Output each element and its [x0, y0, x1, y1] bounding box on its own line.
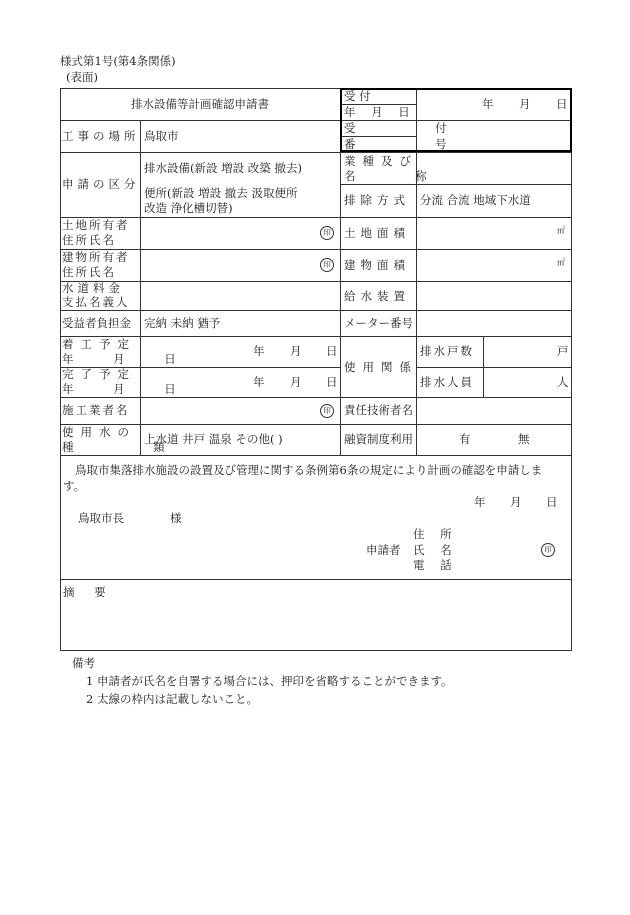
receipt-number-label-bottom: 番 号 [344, 137, 485, 151]
building-owner-label-line1: 建物所有者 [62, 250, 130, 264]
received-label-top: 受 付 [344, 89, 371, 103]
received-day: 日 [556, 97, 568, 111]
category-option-toilet-line1[interactable]: 便所(新設 増設 撤去 汲取便所 [144, 186, 298, 200]
declaration-day: 日 [546, 495, 558, 509]
land-area-label: 土地面積 [344, 226, 410, 240]
building-owner-label-line2: 住所氏名 [62, 265, 116, 279]
start-planned-label-line2: 年 月 日 [62, 352, 194, 366]
addressee: 鳥取市長 [78, 511, 124, 525]
contractor-label: 施工業者名 [62, 403, 130, 417]
applicant-name-label: 氏 名 [413, 543, 458, 557]
received-month: 月 [519, 97, 531, 111]
contractor-seal-icon: 印 [320, 404, 334, 418]
notes-heading: 備考 [72, 656, 95, 670]
end-day: 日 [326, 375, 338, 389]
beneficiary-label: 受益者負担金 [62, 316, 131, 330]
applicant-label: 申請者 [366, 543, 401, 557]
land-owner-label-line1: 土地所有者 [62, 218, 130, 232]
declaration-month: 月 [510, 495, 522, 509]
land-area-unit: ㎡ [557, 226, 565, 235]
start-day: 日 [326, 344, 338, 358]
applicant-phone-label: 電 話 [413, 558, 458, 572]
usage-label: 使用関係 [344, 360, 418, 374]
end-planned-label-line2: 年 月 日 [62, 382, 194, 396]
note-item: 2 太線の枠内は記載しないこと。 [86, 692, 258, 706]
engineer-label: 責任技術者名 [344, 403, 413, 417]
beneficiary-value[interactable]: 完納 未納 猶予 [144, 316, 221, 330]
water-type-label-line1: 使用水の [62, 425, 136, 439]
declaration-text-line2: す。 [63, 479, 86, 493]
form-side-label: (表面) [66, 70, 98, 84]
land-owner-seal-icon: 印 [320, 226, 334, 240]
water-supply-label: 給水装置 [344, 289, 410, 303]
water-type-value[interactable]: 上水道 井戸 温泉 その他( ) [144, 432, 283, 446]
form-number: 様式第1号(第4条関係) [60, 54, 176, 68]
water-fee-label-line1: 水道料金 [62, 281, 124, 295]
households-label: 排水戸数 [420, 344, 474, 358]
note-item: 1 申請者が氏名を自署する場合には、押印を省略することができます。 [86, 674, 453, 688]
land-owner-label-line2: 住所氏名 [62, 233, 116, 247]
business-label-line2: 名 称 [344, 169, 455, 183]
financing-yes[interactable]: 有 [459, 432, 471, 446]
received-year: 年 [482, 97, 494, 111]
end-planned-label-line1: 完了予定 [62, 367, 136, 381]
water-fee-label-line2: 支払名義人 [62, 295, 130, 309]
drain-method-value[interactable]: 分流 合流 地域下水道 [420, 193, 531, 207]
applicant-seal-icon: 印 [541, 543, 555, 557]
remarks-label: 摘 要 [63, 585, 114, 599]
received-label-bottom: 年 月 日 [344, 105, 416, 119]
drain-method-label: 排除方式 [344, 193, 410, 207]
building-area-label: 建物面積 [344, 258, 410, 272]
meter-number-label: メーター番号 [344, 316, 413, 330]
site-label: 工事の場所 [62, 129, 140, 143]
receipt-number-label-top: 受 付 [344, 121, 485, 135]
form-title: 排水設備等計画確認申請書 [131, 97, 269, 111]
persons-label: 排水人員 [420, 375, 474, 389]
declaration-text-line1: 鳥取市集落排水施設の設置及び管理に関する条例第6条の規定により計画の確認を申請しま [75, 463, 543, 477]
start-month: 月 [290, 344, 302, 358]
site-value[interactable]: 鳥取市 [144, 129, 179, 143]
category-option-drainage[interactable]: 排水設備(新設 増設 改築 撤去) [144, 161, 302, 175]
start-year: 年 [253, 344, 265, 358]
water-type-label-line2: 種 類 [62, 440, 203, 454]
households-unit: 戸 [557, 344, 569, 358]
end-year: 年 [253, 375, 265, 389]
financing-no[interactable]: 無 [518, 432, 530, 446]
declaration-year: 年 [474, 495, 486, 509]
building-owner-seal-icon: 印 [320, 258, 334, 272]
persons-unit: 人 [557, 375, 569, 389]
start-planned-label-line1: 着工予定 [62, 337, 136, 351]
addressee-honorific: 様 [170, 511, 182, 525]
building-area-unit: ㎡ [557, 258, 565, 267]
financing-label: 融資制度利用 [344, 432, 413, 446]
business-label-line1: 業種及び [344, 154, 418, 168]
category-label: 申請の区分 [62, 177, 140, 191]
end-month: 月 [290, 375, 302, 389]
category-option-toilet-line2: 改造 浄化槽切替) [144, 201, 233, 215]
applicant-address-label: 住 所 [413, 527, 458, 541]
